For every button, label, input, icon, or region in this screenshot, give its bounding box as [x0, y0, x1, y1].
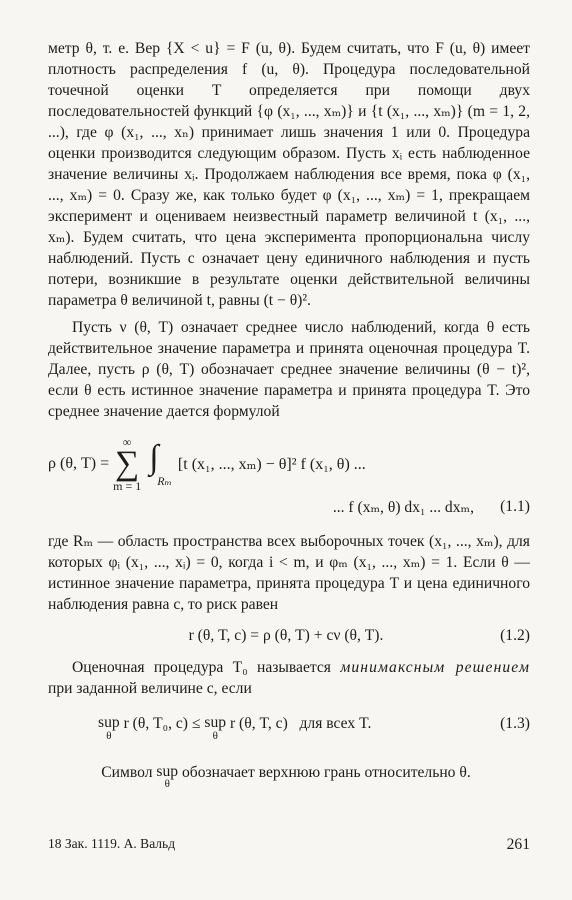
equation-1-3	[48, 715, 530, 742]
summation-sign: ∞ ∑ m = 1	[113, 435, 142, 493]
final-line: Символ sup θ обозначает верхнюю грань относительно θ.	[101, 762, 471, 791]
eq2-body: r (θ, T, c) = ρ (θ, T) + cν (θ, T).	[188, 627, 384, 644]
sup-operator: sup θ	[98, 714, 120, 742]
eq3-body: sup θ r (θ, T₀, c) ≤ sup θ r (θ, T, c) для всех T.	[98, 714, 372, 742]
eq1-lhs: ρ (θ, T) =	[48, 455, 110, 472]
page-footer	[48, 836, 530, 854]
page-number: 261	[506, 836, 530, 853]
paragraph-4: Оценочная процедура T₀ называется минимаксным решением при заданной величине c, если	[48, 659, 530, 697]
equation-number: (1.1)	[500, 498, 530, 515]
sup-operator: sup θ	[204, 714, 227, 742]
equation-1-2	[48, 627, 530, 645]
equation-1-1-line-2	[48, 498, 530, 517]
emphasis-term: минимаксным решением	[340, 659, 530, 676]
eq1-integrand: [t (x₁, ..., xₘ) − θ]² f (x₁, θ) ...	[177, 456, 366, 473]
equation-number: (1.3)	[500, 715, 530, 732]
paragraph-2: Пусть ν (θ, T) означает среднее число наблюдений, когда θ есть действительное значение параметра и принята оценочная процедура T. Далее, пусть ρ (θ, T) обозначает среднее значение величины (θ − t)², если θ есть истинное значение параметра и принята процедура T. Это среднее значение дается формулой	[48, 319, 530, 420]
eq1-line2: ... f (xₘ, θ) dx₁ ... dxₘ,	[332, 499, 474, 516]
printer-signature: 18 Зак. 1119. А. Вальд	[48, 836, 176, 851]
sup-operator: sup θ	[156, 762, 179, 791]
paragraph-3: где Rₘ — область пространства всех выборочных точек (x₁, ..., xₘ), для которых φᵢ (x₁, ..., xᵢ) = 0, когда i < m, и φₘ (x₁, ..., xₘ) = 1. Если θ — истинное значение параметра, принята процедура T и цена единичного наблюдения равна c, то риск равен	[48, 533, 530, 613]
equation-number: (1.2)	[500, 627, 530, 644]
paragraph-1: метр θ, т. е. Вер {X < u} = F (u, θ). Будем считать, что F (u, θ) имеет плотность распределения f (u, θ). Процедура последовательной точечной оценки T определяется при помощи двух последовательностей функций {φ (x₁, ..., xₘ)} и {t (x₁, ..., xₘ)} (m = 1, 2, ...), где φ (x₁, ..., xₙ) принимает лишь значения 1 или 0. Процедура оценки производится следующим образом. Пусть xᵢ есть наблюденное значение величины xᵢ. Продолжаем наблюдения все время, пока φ (x₁, ..., xₘ) = 0. Сразу же, как только будет φ (x₁, ..., xₘ) = 1, прекращаем эксперимент и оцениваем неизвестный параметр величиной t (x₁, ..., xₘ). Будем считать, что цена эксперимента пропорциональна числу наблюдений. Пусть c означает цену единичного наблюдения и пусть потери, возникшие в результате оценки действительной величины параметра θ величиной t, равны (t − θ)².	[48, 40, 530, 309]
equation-1-1-line-1	[48, 436, 530, 492]
integral-sign: ∫ Rₘ	[149, 439, 172, 488]
